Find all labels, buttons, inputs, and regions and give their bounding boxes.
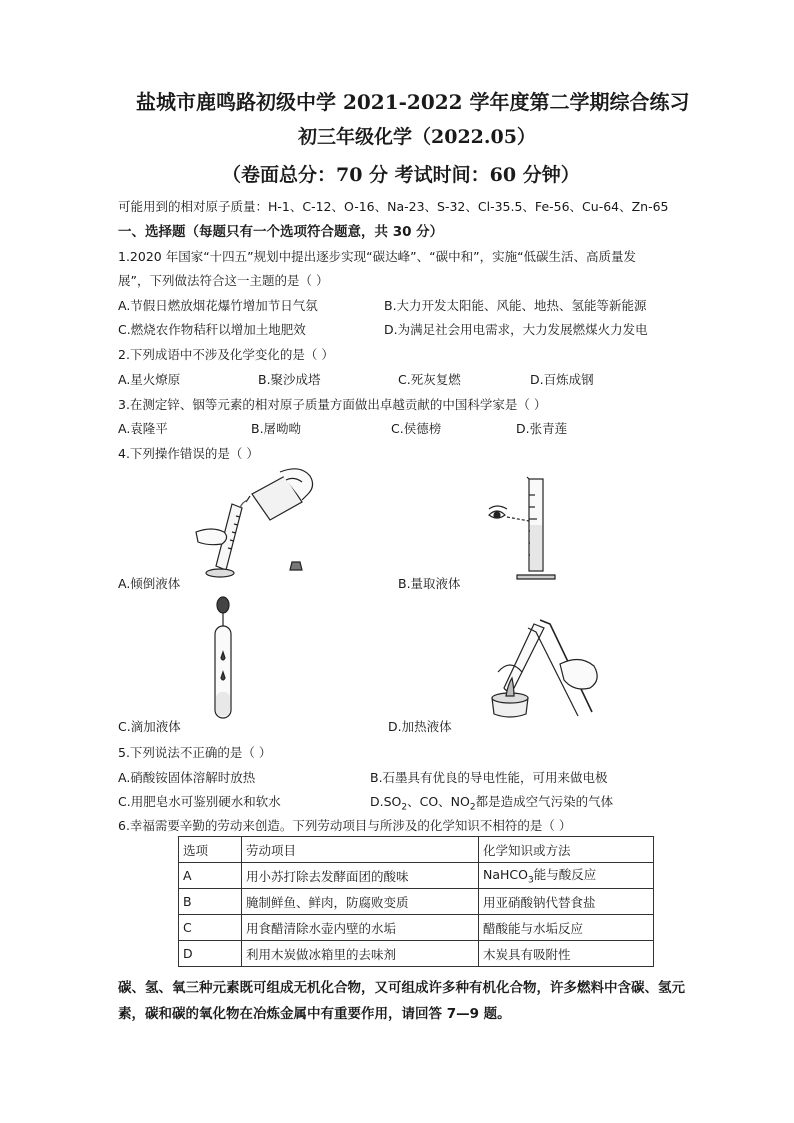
table-cell: 木炭具有吸附性 — [479, 941, 654, 967]
q2-option-c: C.死灰复燃 — [398, 372, 461, 387]
table-cell: A — [179, 863, 242, 889]
intro-line1: 碳、氢、氧三种元素既可组成无机化合物，又可组成许多种有机化合物，许多燃料中含碳、氢元 — [118, 980, 685, 996]
q2-option-b: B.聚沙成塔 — [258, 372, 321, 387]
q4-option-c: C.滴加液体 — [118, 719, 181, 734]
q6-stem: 6.幸福需要辛勤的劳动来创造。下列劳动项目与所涉及的化学知识不相符的是（ ） — [118, 818, 572, 833]
atomic-masses: 可能用到的相对原子质量：H-1、C-12、O-16、Na-23、S-32、Cl-35.5、Fe-56、Cu-64、Zn-65 — [118, 199, 669, 214]
q4-option-d: D.加热液体 — [388, 719, 452, 734]
q4-option-a: A.倾倒液体 — [118, 576, 181, 591]
q3-option-d: D.张青莲 — [516, 421, 568, 436]
q3-option-a: A.袁隆平 — [118, 421, 168, 436]
intro-line2: 素，碳和碳的氧化物在冶炼金属中有重要作用，请回答 7—9 题。 — [118, 1006, 511, 1022]
table-cell: 醋酸能与水垢反应 — [479, 915, 654, 941]
header-cell: 选项 — [179, 837, 242, 863]
q2-option-a: A.星火燎原 — [118, 372, 181, 387]
q1-stem-line2: 展”，下列做法符合这一主题的是（ ） — [118, 273, 329, 288]
table-cell: C — [179, 915, 242, 941]
table-row — [179, 941, 654, 967]
q3-option-c: C.侯德榜 — [391, 421, 442, 436]
q1-option-b: B.大力开发太阳能、风能、地热、氢能等新能源 — [384, 298, 647, 313]
dropper-figure — [208, 596, 238, 724]
section-heading: 一、选择题（每题只有一个选项符合题意，共 30 分） — [118, 224, 444, 240]
q4-option-b: B.量取液体 — [398, 576, 461, 591]
table-cell: 腌制鲜鱼、鲜肉，防腐败变质 — [242, 889, 479, 915]
q5-option-a: A.硝酸铵固体溶解时放热 — [118, 770, 256, 785]
header-cell: 劳动项目 — [242, 837, 479, 863]
heating-liquid-figure — [470, 618, 610, 724]
q2-option-d: D.百炼成钢 — [530, 372, 594, 387]
q1-option-c: C.燃烧农作物秸秆以增加土地肥效 — [118, 322, 306, 337]
q3-option-b: B.屠呦呦 — [251, 421, 302, 436]
table-cell: NaHCO$_3$能与酸反应 — [479, 863, 654, 889]
table-cell: 利用木炭做冰箱里的去味剂 — [242, 941, 479, 967]
exam-subtitle: 初三年级化学（2022.05） — [298, 126, 536, 148]
table-cell: 用亚硝酸钠代替食盐 — [479, 889, 654, 915]
q1-option-d: D.为满足社会用电需求，大力发展燃煤火力发电 — [384, 322, 648, 337]
q1-stem-line1: 1.2020 年国家“十四五”规划中提出逐步实现“碳达峰”、“碳中和”，实施“低碳生活、高质量发 — [118, 249, 637, 264]
table-row — [179, 889, 654, 915]
exam-info: （卷面总分：70 分 考试时间：60 分钟） — [222, 164, 580, 186]
pouring-liquid-figure — [190, 466, 330, 581]
q5-option-c: C.用肥皂水可鉴别硬水和软水 — [118, 794, 281, 809]
measuring-cylinder-figure — [485, 475, 565, 583]
exam-title: 盐城市鹿鸣路初级中学 2021-2022 学年度第二学期综合练习 — [136, 90, 690, 114]
q5-option-d: $D.SO_2$、CO、$NO_2$都是造成空气污染的气体 — [370, 794, 614, 813]
table-header-row — [179, 837, 654, 863]
q2-stem: 2.下列成语中不涉及化学变化的是（ ） — [118, 347, 334, 362]
q4-stem: 4.下列操作错误的是（ ） — [118, 446, 259, 461]
table-row — [179, 915, 654, 941]
header-cell: 化学知识或方法 — [479, 837, 654, 863]
table-cell: B — [179, 889, 242, 915]
table-row — [179, 863, 654, 889]
q5-option-b: B.石墨具有优良的导电性能，可用来做电极 — [370, 770, 608, 785]
q6-table — [178, 836, 654, 967]
table-cell: 用食醋清除水壶内壁的水垢 — [242, 915, 479, 941]
q1-option-a: A.节假日燃放烟花爆竹增加节日气氛 — [118, 298, 318, 313]
table-cell: D — [179, 941, 242, 967]
q5-stem: 5.下列说法不正确的是（ ） — [118, 745, 272, 760]
q3-stem: 3.在测定锌、铟等元素的相对原子质量方面做出卓越贡献的中国科学家是（ ） — [118, 397, 547, 412]
table-cell: 用小苏打除去发酵面团的酸味 — [242, 863, 479, 889]
